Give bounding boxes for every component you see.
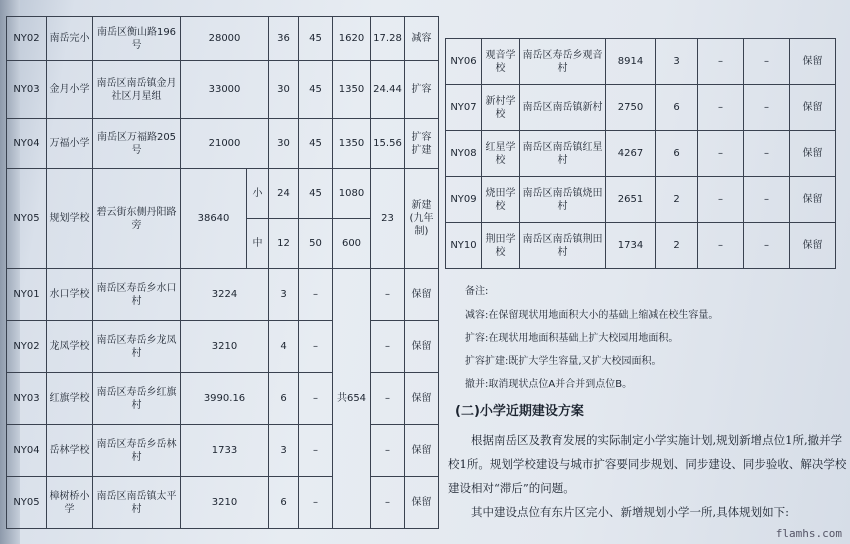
students-cell: 1350 <box>333 119 371 169</box>
per-student-area-cell: 23 <box>371 169 405 269</box>
address-cell: 南岳区南岳镇金月社区月星组 <box>93 61 181 119</box>
table-row <box>446 85 836 131</box>
students-total-cell: 共654 <box>333 269 371 529</box>
classes-cell: 36 <box>269 17 299 61</box>
level-cell: 中 <box>247 219 269 269</box>
per-student-area-cell: 15.56 <box>371 119 405 169</box>
school-id-cell: NY07 <box>446 85 482 131</box>
address-cell: 南岳区南岳镇烧田村 <box>520 177 606 223</box>
notes-block <box>465 285 845 401</box>
plan-cell: 保留 <box>405 321 439 373</box>
per-student-area-cell: 17.28 <box>371 17 405 61</box>
watermark: flamhs.com <box>775 527 842 540</box>
section-heading: (二)小学近期建设方案 <box>455 404 584 419</box>
class-size-cell: – <box>299 477 333 529</box>
school-plan-table-right <box>445 38 836 269</box>
per-student-area-cell: – <box>744 131 790 177</box>
table-row <box>7 321 439 373</box>
school-id-cell: NY03 <box>7 373 47 425</box>
table-row <box>7 425 439 477</box>
class-size-cell: – <box>299 425 333 477</box>
classes-cell: 12 <box>269 219 299 269</box>
classes-cell: 2 <box>656 223 698 269</box>
per-student-area-cell: 24.44 <box>371 61 405 119</box>
class-size-cell: 45 <box>299 17 333 61</box>
per-student-area-cell: – <box>744 39 790 85</box>
school-name-cell: 规划学校 <box>47 169 93 269</box>
school-name-cell: 红旗学校 <box>47 373 93 425</box>
plan-cell: 扩容扩建 <box>405 119 439 169</box>
address-cell: 南岳区寿岳乡水口村 <box>93 269 181 321</box>
school-name-cell: 龙凤学校 <box>47 321 93 373</box>
classes-cell: 3 <box>269 425 299 477</box>
area-cell: 3990.16 <box>181 373 269 425</box>
classes-cell: 4 <box>269 321 299 373</box>
address-cell: 南岳区寿岳乡龙凤村 <box>93 321 181 373</box>
classes-cell: 6 <box>656 131 698 177</box>
classes-cell: 30 <box>269 61 299 119</box>
students-cell: 1620 <box>333 17 371 61</box>
level-cell: 小 <box>247 169 269 219</box>
school-name-cell: 荆田学校 <box>482 223 520 269</box>
table-row <box>446 39 836 85</box>
school-plan-table-left <box>6 16 439 529</box>
area-cell: 4267 <box>606 131 656 177</box>
class-size-cell: 50 <box>299 219 333 269</box>
class-size-cell: – <box>299 269 333 321</box>
table-row <box>7 119 439 169</box>
school-name-cell: 南岳完小 <box>47 17 93 61</box>
table-row <box>446 177 836 223</box>
school-name-cell: 烧田学校 <box>482 177 520 223</box>
school-name-cell: 红星学校 <box>482 131 520 177</box>
school-id-cell: NY04 <box>7 119 47 169</box>
address-cell: 南岳区寿岳乡红旗村 <box>93 373 181 425</box>
area-cell: 21000 <box>181 119 269 169</box>
class-size-cell: – <box>698 177 744 223</box>
address-cell: 南岳区南岳镇新村 <box>520 85 606 131</box>
school-id-cell: NY06 <box>446 39 482 85</box>
address-cell: 南岳区南岳镇红星村 <box>520 131 606 177</box>
classes-cell: 6 <box>656 85 698 131</box>
address-cell: 南岳区寿岳乡观音村 <box>520 39 606 85</box>
paragraph: 根据南岳区及教育发展的实际制定小学实施计划,规划新增点位1所,撤并学校1所。规划学校建设与城市扩容要同步规划、同步建设、同步验收、解决学校建设相对“滞后”的问题。 <box>448 433 847 495</box>
table-row <box>7 269 439 321</box>
paragraph: 其中建设点位有东片区完小、新增规划小学一所,具体规划如下: <box>471 505 790 519</box>
class-size-cell: – <box>299 373 333 425</box>
note-item: 减容:在保留现状用地面积大小的基础上缩减在校生容量。 <box>465 310 719 321</box>
class-size-cell: – <box>698 85 744 131</box>
plan-cell: 新建(九年制) <box>405 169 439 269</box>
students-cell: 1350 <box>333 61 371 119</box>
note-item: 扩容扩建:既扩大学生容量,又扩大校园面积。 <box>465 356 662 367</box>
note-item: 扩容:在现状用地面积基础上扩大校园用地面积。 <box>465 333 679 344</box>
table-row <box>7 169 439 219</box>
class-size-cell: – <box>299 321 333 373</box>
school-id-cell: NY03 <box>7 61 47 119</box>
classes-cell: 24 <box>269 169 299 219</box>
address-cell: 南岳区衡山路196号 <box>93 17 181 61</box>
area-cell: 1734 <box>606 223 656 269</box>
school-name-cell: 万福小学 <box>47 119 93 169</box>
plan-cell: 保留 <box>790 131 836 177</box>
class-size-cell: – <box>698 223 744 269</box>
area-cell: 3210 <box>181 477 269 529</box>
class-size-cell: – <box>698 131 744 177</box>
area-cell: 8914 <box>606 39 656 85</box>
school-id-cell: NY02 <box>7 17 47 61</box>
per-student-area-cell: – <box>371 425 405 477</box>
school-id-cell: NY05 <box>7 169 47 269</box>
classes-cell: 3 <box>269 269 299 321</box>
per-student-area-cell: – <box>371 373 405 425</box>
plan-cell: 保留 <box>790 223 836 269</box>
classes-cell: 6 <box>269 373 299 425</box>
plan-cell: 扩容 <box>405 61 439 119</box>
per-student-area-cell: – <box>744 177 790 223</box>
plan-cell: 减容 <box>405 17 439 61</box>
address-cell: 南岳区南岳镇太平村 <box>93 477 181 529</box>
plan-cell: 保留 <box>405 373 439 425</box>
class-size-cell: – <box>698 39 744 85</box>
table-row <box>7 477 439 529</box>
school-id-cell: NY02 <box>7 321 47 373</box>
school-name-cell: 观音学校 <box>482 39 520 85</box>
plan-cell: 保留 <box>790 85 836 131</box>
classes-cell: 30 <box>269 119 299 169</box>
per-student-area-cell: – <box>744 85 790 131</box>
note-item: 撤并:取消现状点位A并合并到点位B。 <box>465 379 633 390</box>
table-row <box>446 131 836 177</box>
area-cell: 28000 <box>181 17 269 61</box>
plan-cell: 保留 <box>790 39 836 85</box>
table-row <box>446 223 836 269</box>
school-id-cell: NY08 <box>446 131 482 177</box>
school-id-cell: NY10 <box>446 223 482 269</box>
class-size-cell: 45 <box>299 119 333 169</box>
area-cell: 2651 <box>606 177 656 223</box>
school-name-cell: 金月小学 <box>47 61 93 119</box>
classes-cell: 6 <box>269 477 299 529</box>
address-cell: 南岳区万福路205号 <box>93 119 181 169</box>
per-student-area-cell: – <box>371 321 405 373</box>
per-student-area-cell: – <box>371 269 405 321</box>
class-size-cell: 45 <box>299 169 333 219</box>
classes-cell: 2 <box>656 177 698 223</box>
area-cell: 38640 <box>181 169 247 269</box>
area-cell: 2750 <box>606 85 656 131</box>
table-row <box>7 17 439 61</box>
plan-cell: 保留 <box>405 269 439 321</box>
notes-title: 备注: <box>465 286 489 297</box>
plan-cell: 保留 <box>790 177 836 223</box>
body-text <box>448 428 848 524</box>
area-cell: 1733 <box>181 425 269 477</box>
address-cell: 碧云街东侧丹阳路旁 <box>93 169 181 269</box>
class-size-cell: 45 <box>299 61 333 119</box>
area-cell: 3210 <box>181 321 269 373</box>
address-cell: 南岳区寿岳乡岳林村 <box>93 425 181 477</box>
address-cell: 南岳区南岳镇荆田村 <box>520 223 606 269</box>
per-student-area-cell: – <box>371 477 405 529</box>
school-name-cell: 新村学校 <box>482 85 520 131</box>
table-row <box>7 61 439 119</box>
students-cell: 1080 <box>333 169 371 219</box>
school-name-cell: 岳林学校 <box>47 425 93 477</box>
school-id-cell: NY04 <box>7 425 47 477</box>
school-id-cell: NY05 <box>7 477 47 529</box>
area-cell: 3224 <box>181 269 269 321</box>
plan-cell: 保留 <box>405 477 439 529</box>
per-student-area-cell: – <box>744 223 790 269</box>
school-name-cell: 水口学校 <box>47 269 93 321</box>
school-id-cell: NY01 <box>7 269 47 321</box>
students-cell: 600 <box>333 219 371 269</box>
area-cell: 33000 <box>181 61 269 119</box>
table-row <box>7 373 439 425</box>
plan-cell: 保留 <box>405 425 439 477</box>
school-id-cell: NY09 <box>446 177 482 223</box>
school-name-cell: 樟树桥小学 <box>47 477 93 529</box>
classes-cell: 3 <box>656 39 698 85</box>
